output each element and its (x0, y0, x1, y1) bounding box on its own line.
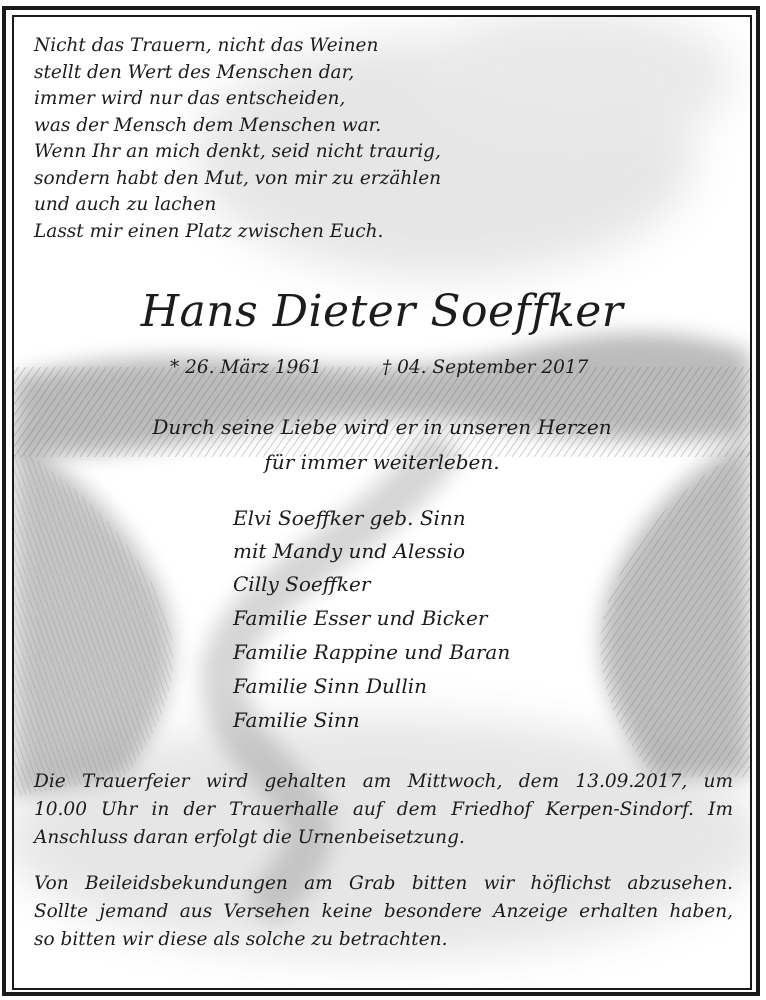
condolence-line: Sollte jemand aus Versehen keine besondere Anzeige erhalten haben, (34, 901, 733, 922)
quote-line: für immer weiterleben. (264, 450, 500, 474)
death-date: † 04. September 2017 (382, 357, 589, 378)
poem-line: was der Mensch dem Menschen war. (34, 114, 382, 136)
poem-line: und auch zu lachen (34, 194, 217, 215)
mourner-entry: Elvi Soeffker geb. Sinn (233, 506, 466, 530)
mourner-entry: Familie Rappine und Baran (233, 640, 511, 664)
deceased-name: Hans Dieter Soeffker (140, 286, 624, 337)
poem-line: sondern habt den Mut, von mir zu erzählen (34, 167, 442, 189)
funeral-info-line: 10.00 Uhr in der Trauerhalle auf dem Friedhof Kerpen-Sindorf. Im (34, 799, 733, 820)
memorial-poem (34, 33, 441, 245)
poem-line: stellt den Wert des Menschen dar, (34, 61, 355, 83)
poem-line: immer wird nur das entscheiden, (34, 88, 346, 109)
mourner-entry: Familie Sinn Dullin (233, 674, 427, 698)
inner-border (12, 15, 752, 990)
mourners-list (233, 501, 510, 737)
condolence-note (34, 870, 733, 954)
birth-date: * 26. März 1961 (170, 357, 322, 378)
quote-line: Durch seine Liebe wird er in unseren Herzen (152, 415, 612, 439)
notice-content (14, 17, 750, 988)
funeral-info-line: Die Trauerfeier wird gehalten am Mittwoch, dem 13.09.2017, um (34, 771, 733, 792)
funeral-info-line: Anschluss daran erfolgt die Urnenbeisetzung. (34, 827, 465, 848)
poem-line: Wenn Ihr an mich denkt, seid nicht traurig, (34, 141, 441, 162)
mourner-entry: Familie Sinn (233, 708, 360, 732)
mourner-entry: Cilly Soeffker (233, 572, 371, 596)
mourner-entry: Familie Esser und Bicker (233, 606, 488, 630)
condolence-line: so bitten wir diese als solche zu betrachten. (34, 929, 448, 950)
memorial-quote (14, 410, 750, 480)
poem-line: Lasst mir einen Platz zwischen Euch. (34, 220, 384, 242)
poem-line: Nicht das Trauern, nicht das Weinen (34, 35, 379, 56)
condolence-line: Von Beileidsbekundungen am Grab bitten wir höflichst abzusehen. (34, 873, 733, 894)
mourner-entry: mit Mandy und Alessio (233, 539, 466, 563)
funeral-info (34, 768, 733, 852)
